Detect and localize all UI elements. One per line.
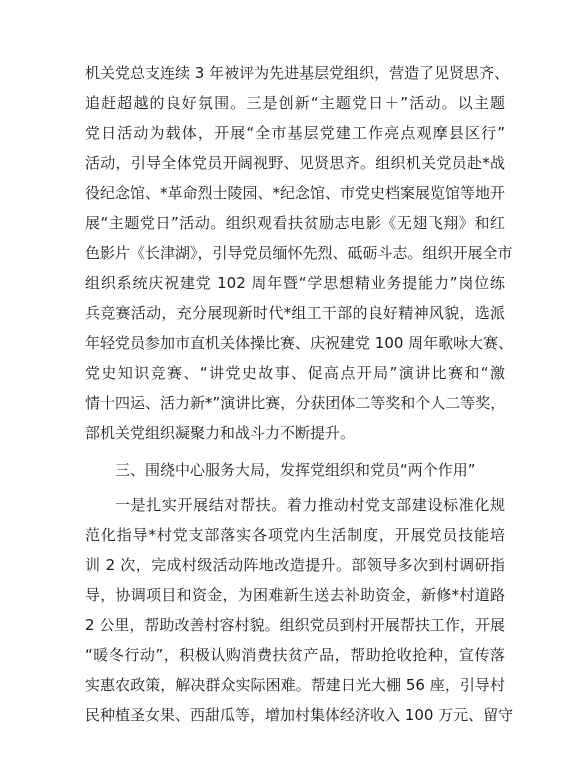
text-line: 役纪念馆、*革命烈士陵园、*纪念馆、市党史档案展览馆等地开 <box>85 184 506 202</box>
text-line: 民种植圣女果、西甜瓜等，增加村集体经济收入 100 万元、留守 <box>85 706 514 724</box>
text-line: 训 2 次，完成村级活动阵地改造提升。部领导多次到村调研指 <box>85 556 505 574</box>
text-line: 党史知识竞赛、“讲党史故事、促高点开局”演讲比赛和“激 <box>85 364 505 382</box>
text-line: 追赶超越的良好氛围。三是创新“主题党日＋”活动。以主题 <box>85 94 505 112</box>
text-line: 党日活动为载体，开展“全市基层党建工作亮点观摩县区行” <box>85 124 505 142</box>
text-line: 范化指导*村党支部落实各项党内生活制度，开展党员技能培 <box>85 526 505 544</box>
text-line: 机关党总支连续 3 年被评为先进基层党组织，营造了见贤思齐、 <box>85 64 510 82</box>
text-line: 2 公里，帮助改善村容村貌。组织党员到村开展帮扶工作，开展 <box>85 616 505 634</box>
text-line: 组织系统庆祝建党 102 周年暨“学思想精业务提能力”岗位练 <box>85 274 505 292</box>
text-line: 一是扎实开展结对帮扶。着力推动村党支部建设标准化规 <box>115 496 505 514</box>
text-line: 活动，引导全体党员开阔视野、见贤思齐。组织机关党员赴*战 <box>85 154 505 172</box>
text-line: 年轻党员参加市直机关体操比赛、庆祝建党 100 周年歌咏大赛、 <box>85 334 514 352</box>
section-heading: 三、围绕中心服务大局，发挥党组织和党员“两个作用” <box>115 461 476 479</box>
text-line: “暖冬行动”，积极认购消费扶贫产品，帮助抢收抢种，宣传落 <box>85 646 505 664</box>
text-line: 情十四运、活力新*”演讲比赛，分获团体二等奖和个人二等奖， <box>85 394 506 412</box>
text-line: 展“主题党日”活动。组织观看扶贫励志电影《无翅飞翔》和红 <box>85 214 505 232</box>
text-line: 部机关党组织凝聚力和战斗力不断提升。 <box>85 424 356 442</box>
text-line: 导，协调项目和资金，为困难新生送去补助资金，新修*村道路 <box>85 586 505 604</box>
text-line: 兵竞赛活动，充分展现新时代*组工干部的良好精神风貌，选派 <box>85 304 505 322</box>
text-line: 实惠农政策，解决群众实际困难。帮建日光大棚 56 座，引导村 <box>85 676 505 694</box>
text-line: 色影片《长津湖》，引导党员缅怀先烈、砥砺斗志。组织开展全市 <box>85 244 513 262</box>
